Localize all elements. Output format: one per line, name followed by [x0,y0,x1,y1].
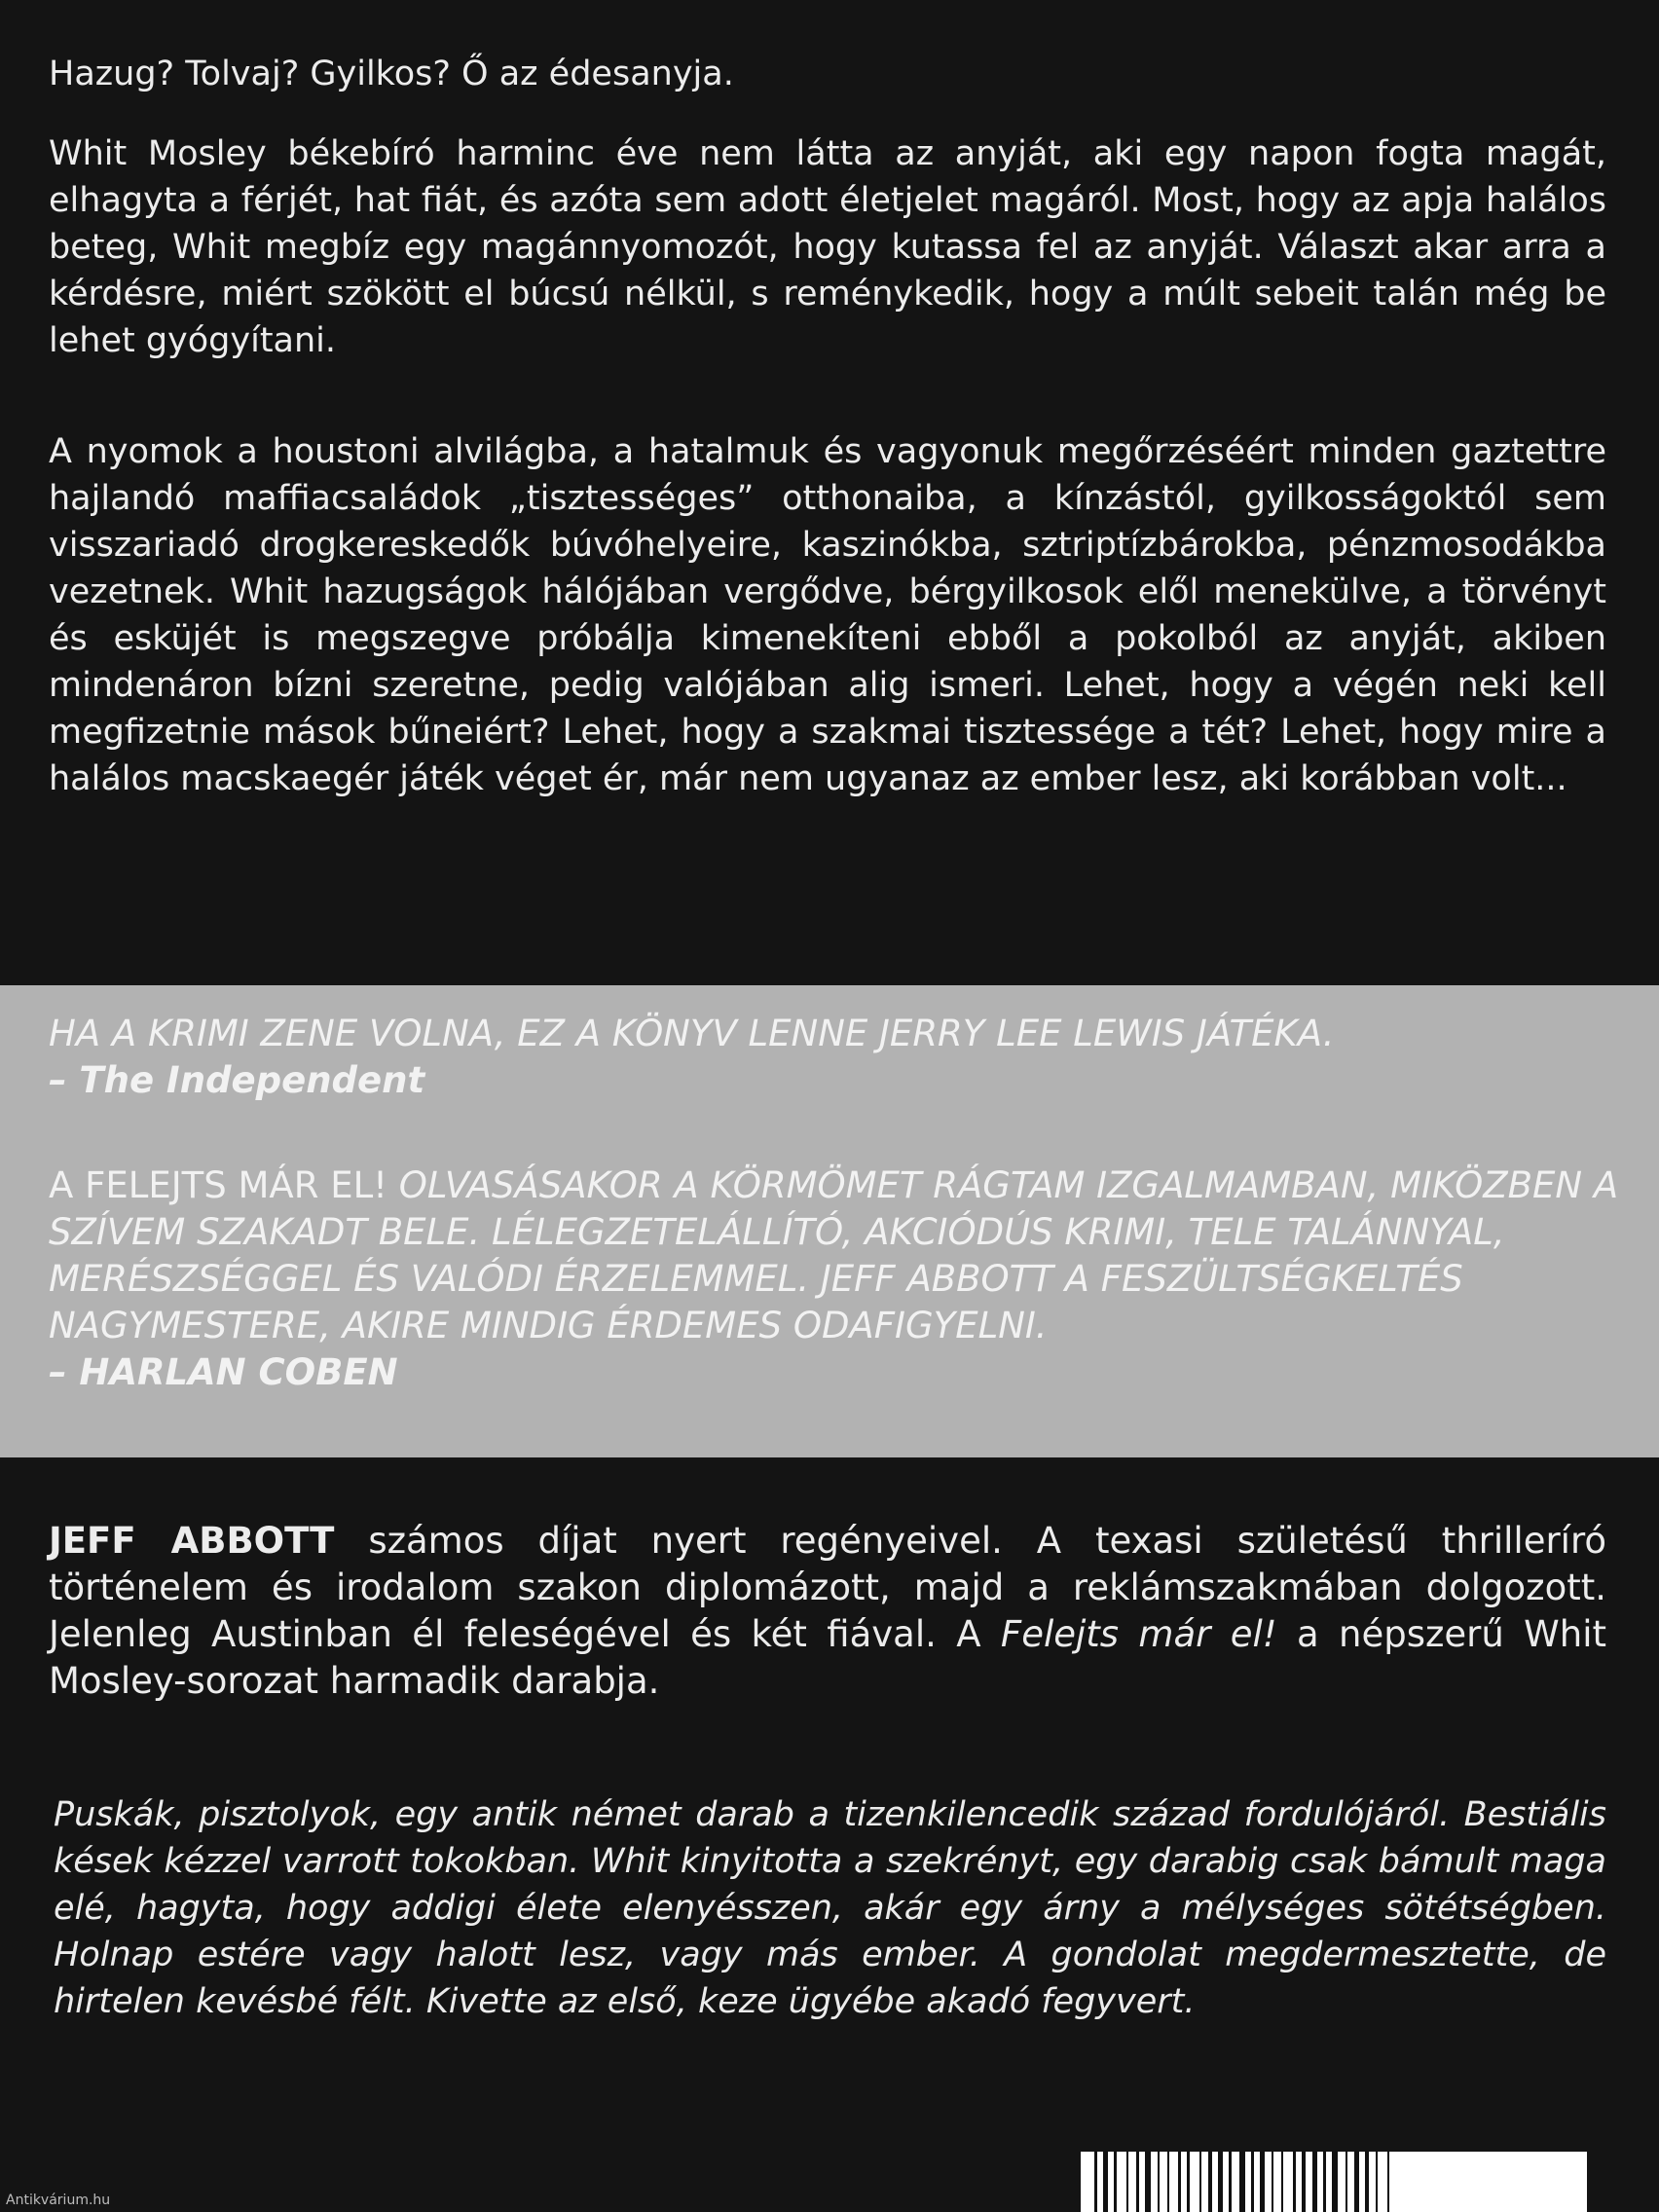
author-name: JEFF ABBOTT [49,1520,335,1562]
barcode-bar [1281,2152,1283,2212]
synopsis-paragraph-1: Whit Mosley békebíró harminc éve nem látta az anyját, aki egy napon fogta magát, elhagyta a férjét, hat fiát, és azóta sem adott életjelet magáról. Most, hogy az apja halálos beteg, Whit megbíz egy magánnyomozót, hogy kutassa fel az anyját. Választ akar arra a kérdésre, miért szökött el búcsú nélkül, s reménykedik, hogy a múlt sebeit talán még be lehet gyógyítani. [49,134,1606,360]
barcode-bar [1302,2152,1306,2212]
barcode-bar [1346,2152,1347,2212]
synopsis-paragraph-2: A nyomok a houstoni alvilágba, a hatalmuk és vagyonuk megőrzéséért minden gaztettre hajlandó maffiacsaládok „tisztességes” otthonaiba, a kínzástól, gyilkosságoktól sem visszariadó drogkereskedők búvóhelyeire, kaszinókba, sztriptízbárokba, pénzmosodákba vezetnek. Whit hazugságok hálójában vergődve, bérgyilkosok elől menekülve, a törvényt és esküjét is megszegve próbálja kimenekíteni ebből a pokolból az anyját, akiben mindenáron bízni szeretne, pedig valójában alig ismeri. Lehet, hogy a végén neki kell megfizetnie mások bűneiért? Lehet, hogy a szakmai tisztessége a tét? Lehet, hogy mire a halálos macskaegér játék véget ér, már nem ugyanaz az ember lesz, aki korábban volt... [49,432,1606,798]
bio-book-title: Felejts már el! [1000,1613,1277,1655]
author-bio [49,1518,1606,1705]
barcode-bar [1158,2152,1160,2212]
barcode-bar [1114,2152,1117,2212]
review-quotes-section [0,985,1659,1457]
synopsis-section [0,0,1659,983]
quote-attribution: – The Independent [49,1059,425,1101]
barcode-bar [1187,2152,1190,2212]
barcode-bar [1293,2152,1296,2212]
tagline: Hazug? Tolvaj? Gyilkos? Ő az édesanyja. [49,55,734,93]
barcode-bar [1376,2152,1378,2212]
review-quote-coben [49,1162,1626,1396]
review-quote-independent [49,1011,1626,1104]
barcode-bar [1251,2152,1254,2212]
barcode-bar [1312,2152,1317,2212]
barcode-bar [1272,2152,1273,2212]
barcode-bar [1387,2152,1389,2212]
barcode-bar [1199,2152,1201,2212]
barcode-bar [1094,2152,1097,2212]
author-section [0,1457,1659,2212]
barcode-bar [1229,2152,1232,2212]
barcode-bar [1260,2152,1265,2212]
barcode-bar [1178,2152,1181,2212]
quote-text: HA A KRIMI ZENE VOLNA, EZ A KÖNYV LENNE JERRY LEE LEWIS JÁTÉKA. [49,1013,1335,1054]
quote-text: OLVASÁSAKOR A KÖRMÖMET RÁGTAM IZGALMAMBAN, MIKÖZBEN A SZÍVEM SZAKADT BELE. LÉLEGZETELÁLLÍTÓ, AKCIÓDÚS KRIMI, TELE TALÁNNYAL, MERÉSZSÉGGEL ÉS VALÓDI ÉRZELEMMEL. JEFF ABBOTT A FESZÜLTSÉGKELTÉS NAGYMESTERE, AKIRE MINDIG ÉRDEMES ODAFIGYELNI. [49,1164,1619,1346]
quote-book-title: A FELEJTS MÁR EL! [49,1164,388,1206]
barcode-bar [1136,2152,1139,2212]
watermark: Antikvárium.hu [6,2193,111,2208]
barcode-bar [1167,2152,1169,2212]
barcode-bar [1208,2152,1212,2212]
barcode-bar [1323,2152,1326,2212]
bio-text-a: számos díjat nyert regényeivel. A texasi születésű thrilleríró történelem és irodalom szakon diplomázott, majd a reklámszakmában dolgozott. Jelenleg Austinban él feleségével és két fiával. A [49,1520,1606,1655]
barcode [1081,2152,1587,2212]
barcode-bar [1365,2152,1369,2212]
barcode-bar [1103,2152,1108,2212]
barcode-bar [1354,2152,1359,2212]
book-excerpt: Puskák, pisztolyok, egy antik német darab a tizenkilencedik század fordulójáról. Bestiális kések kézzel varrott tokokban. Whit kinyitotta a szekrényt, egy darabig csak bámult maga elé, hagyta, hogy addigi élete elenyésszen, akár egy árny a mélységes sötétségben. Holnap estére vagy halott lesz, vagy más ember. A gondolat megdermesztette, de hirtelen kevésbé félt. Kivette az első, keze ügyébe akadó fegyvert. [54,1795,1606,2021]
quote-attribution: – HARLAN COBEN [49,1351,398,1393]
bio-text-b: a népszerű Whit Mosley-sorozat harmadik darabja. [49,1613,1606,1702]
barcode-bar [1126,2152,1128,2212]
barcode-bar [1239,2152,1245,2212]
barcode-bar [1332,2152,1338,2212]
barcode-bar [1145,2152,1151,2212]
barcode-bar [1218,2152,1223,2212]
